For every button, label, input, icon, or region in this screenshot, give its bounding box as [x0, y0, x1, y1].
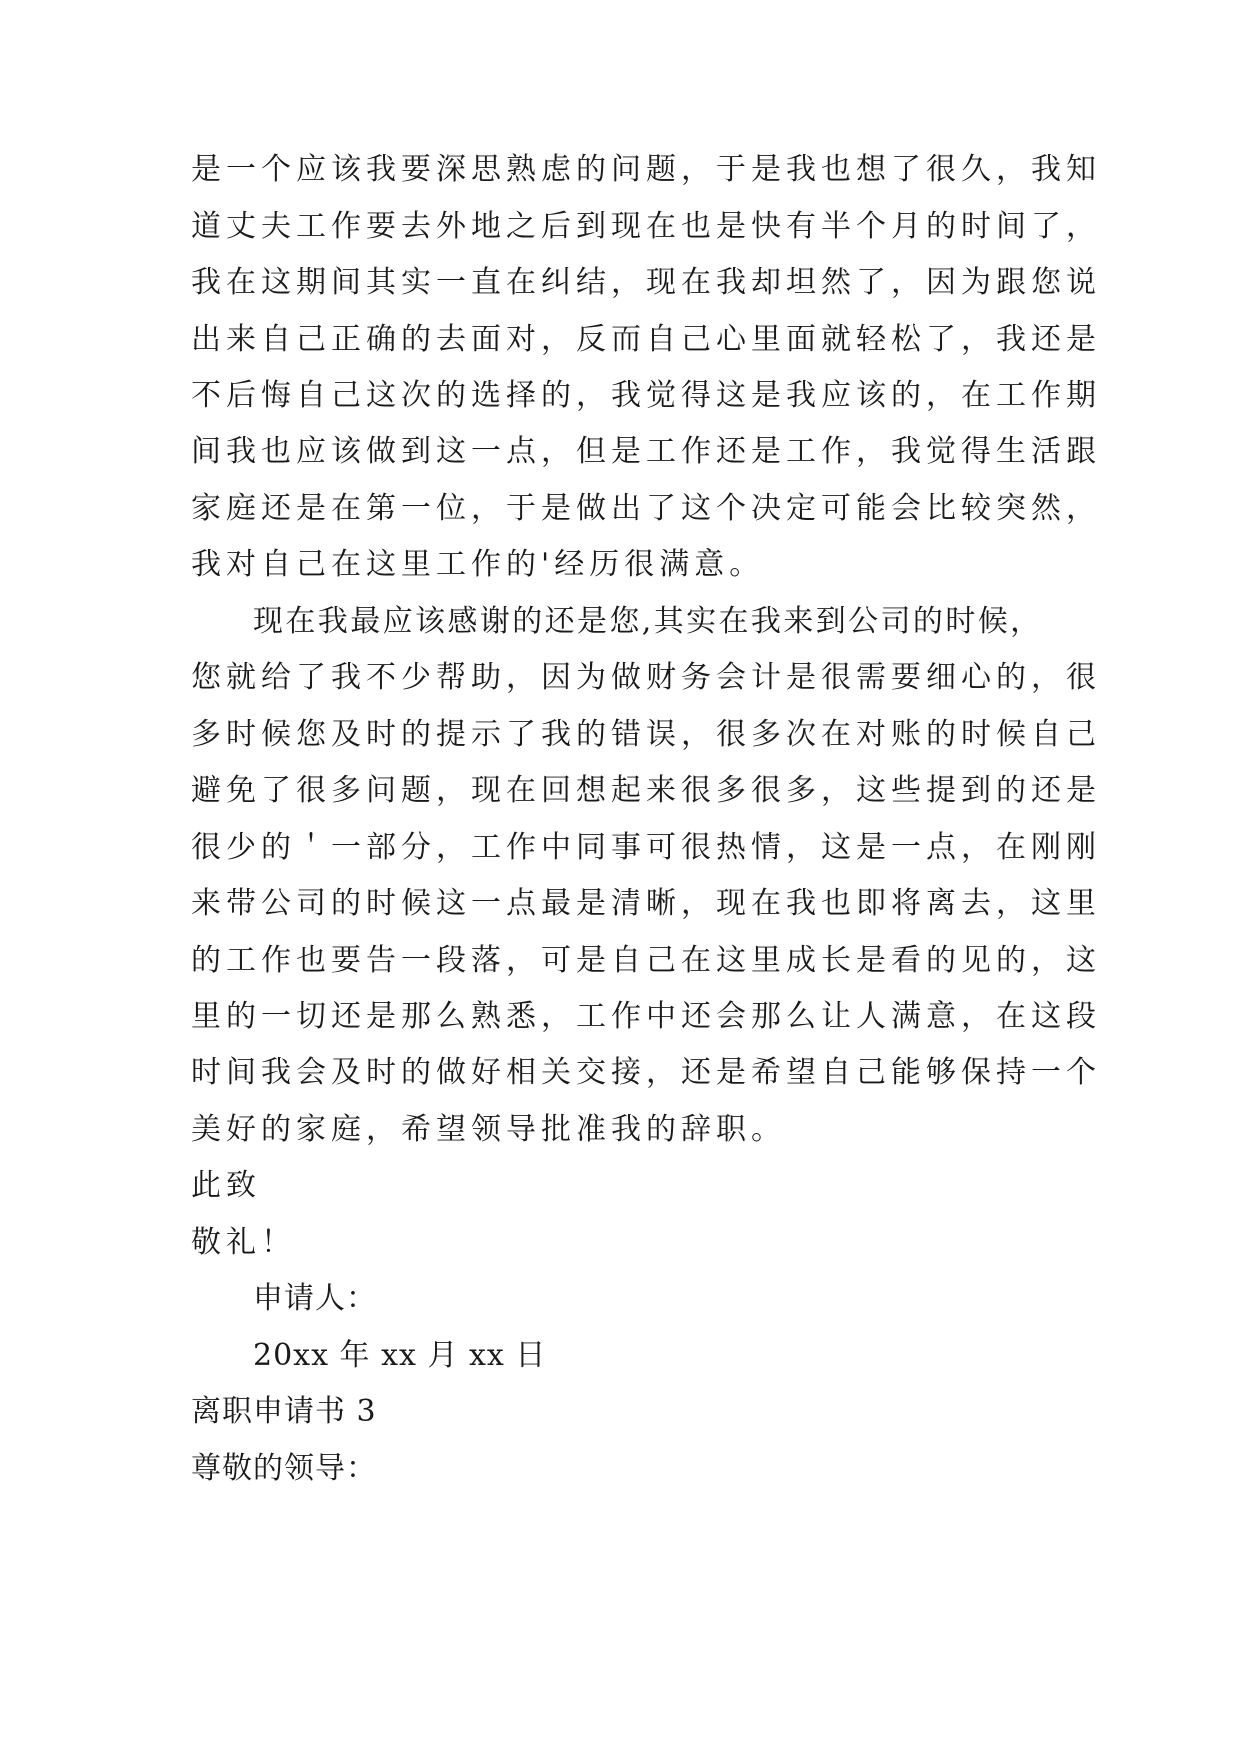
- body-line: 来带公司的时候这一点最是清晰，现在我也即将离去，这里: [191, 886, 1101, 921]
- date-line: 20xx 年 xx 月 xx 日: [253, 1338, 547, 1373]
- body-line: 我对自己在这里工作的'经历很满意。: [191, 547, 765, 582]
- body-line: 避免了很多问题，现在回想起来很多很多，这些提到的还是: [191, 773, 1101, 808]
- body-line: 多时候您及时的提示了我的错误，很多次在对账的时候自己: [191, 717, 1101, 752]
- body-line: 里的一切还是那么熟悉，工作中还会那么让人满意，在这段: [191, 999, 1101, 1034]
- body-line: 我在这期间其实一直在纠结，现在我却坦然了，因为跟您说: [191, 265, 1101, 300]
- closing-line: 敬礼！: [191, 1225, 296, 1260]
- salutation: 尊敬的领导：: [191, 1451, 377, 1486]
- body-line: 现在我最应该感谢的还是您,其实在我来到公司的时候，: [253, 604, 1043, 639]
- next-section-title: 离职申请书 3: [191, 1394, 377, 1429]
- body-line: 间我也应该做到这一点，但是工作还是工作，我觉得生活跟: [191, 434, 1101, 469]
- body-line: 是一个应该我要深思熟虑的问题，于是我也想了很久，我知: [191, 152, 1101, 187]
- body-line: 道丈夫工作要去外地之后到现在也是快有半个月的时间了，: [191, 209, 1101, 244]
- body-line: 很少的＇一部分，工作中同事可很热情，这是一点，在刚刚: [191, 830, 1101, 865]
- closing-line: 此致: [191, 1168, 261, 1203]
- body-line: 的工作也要告一段落，可是自己在这里成长是看的见的，这: [191, 943, 1101, 978]
- body-line: 不后悔自己这次的选择的，我觉得这是我应该的，在工作期: [191, 378, 1101, 413]
- body-line: 家庭还是在第一位，于是做出了这个决定可能会比较突然，: [191, 491, 1101, 526]
- body-line: 美好的家庭，希望领导批准我的辞职。: [191, 1112, 786, 1147]
- body-line: 时间我会及时的做好相关交接，还是希望自己能够保持一个: [191, 1055, 1101, 1090]
- body-line: 您就给了我不少帮助，因为做财务会计是很需要细心的，很: [191, 660, 1101, 695]
- applicant-label: 申请人：: [253, 1281, 377, 1316]
- body-line: 出来自己正确的去面对，反而自己心里面就轻松了，我还是: [191, 322, 1101, 357]
